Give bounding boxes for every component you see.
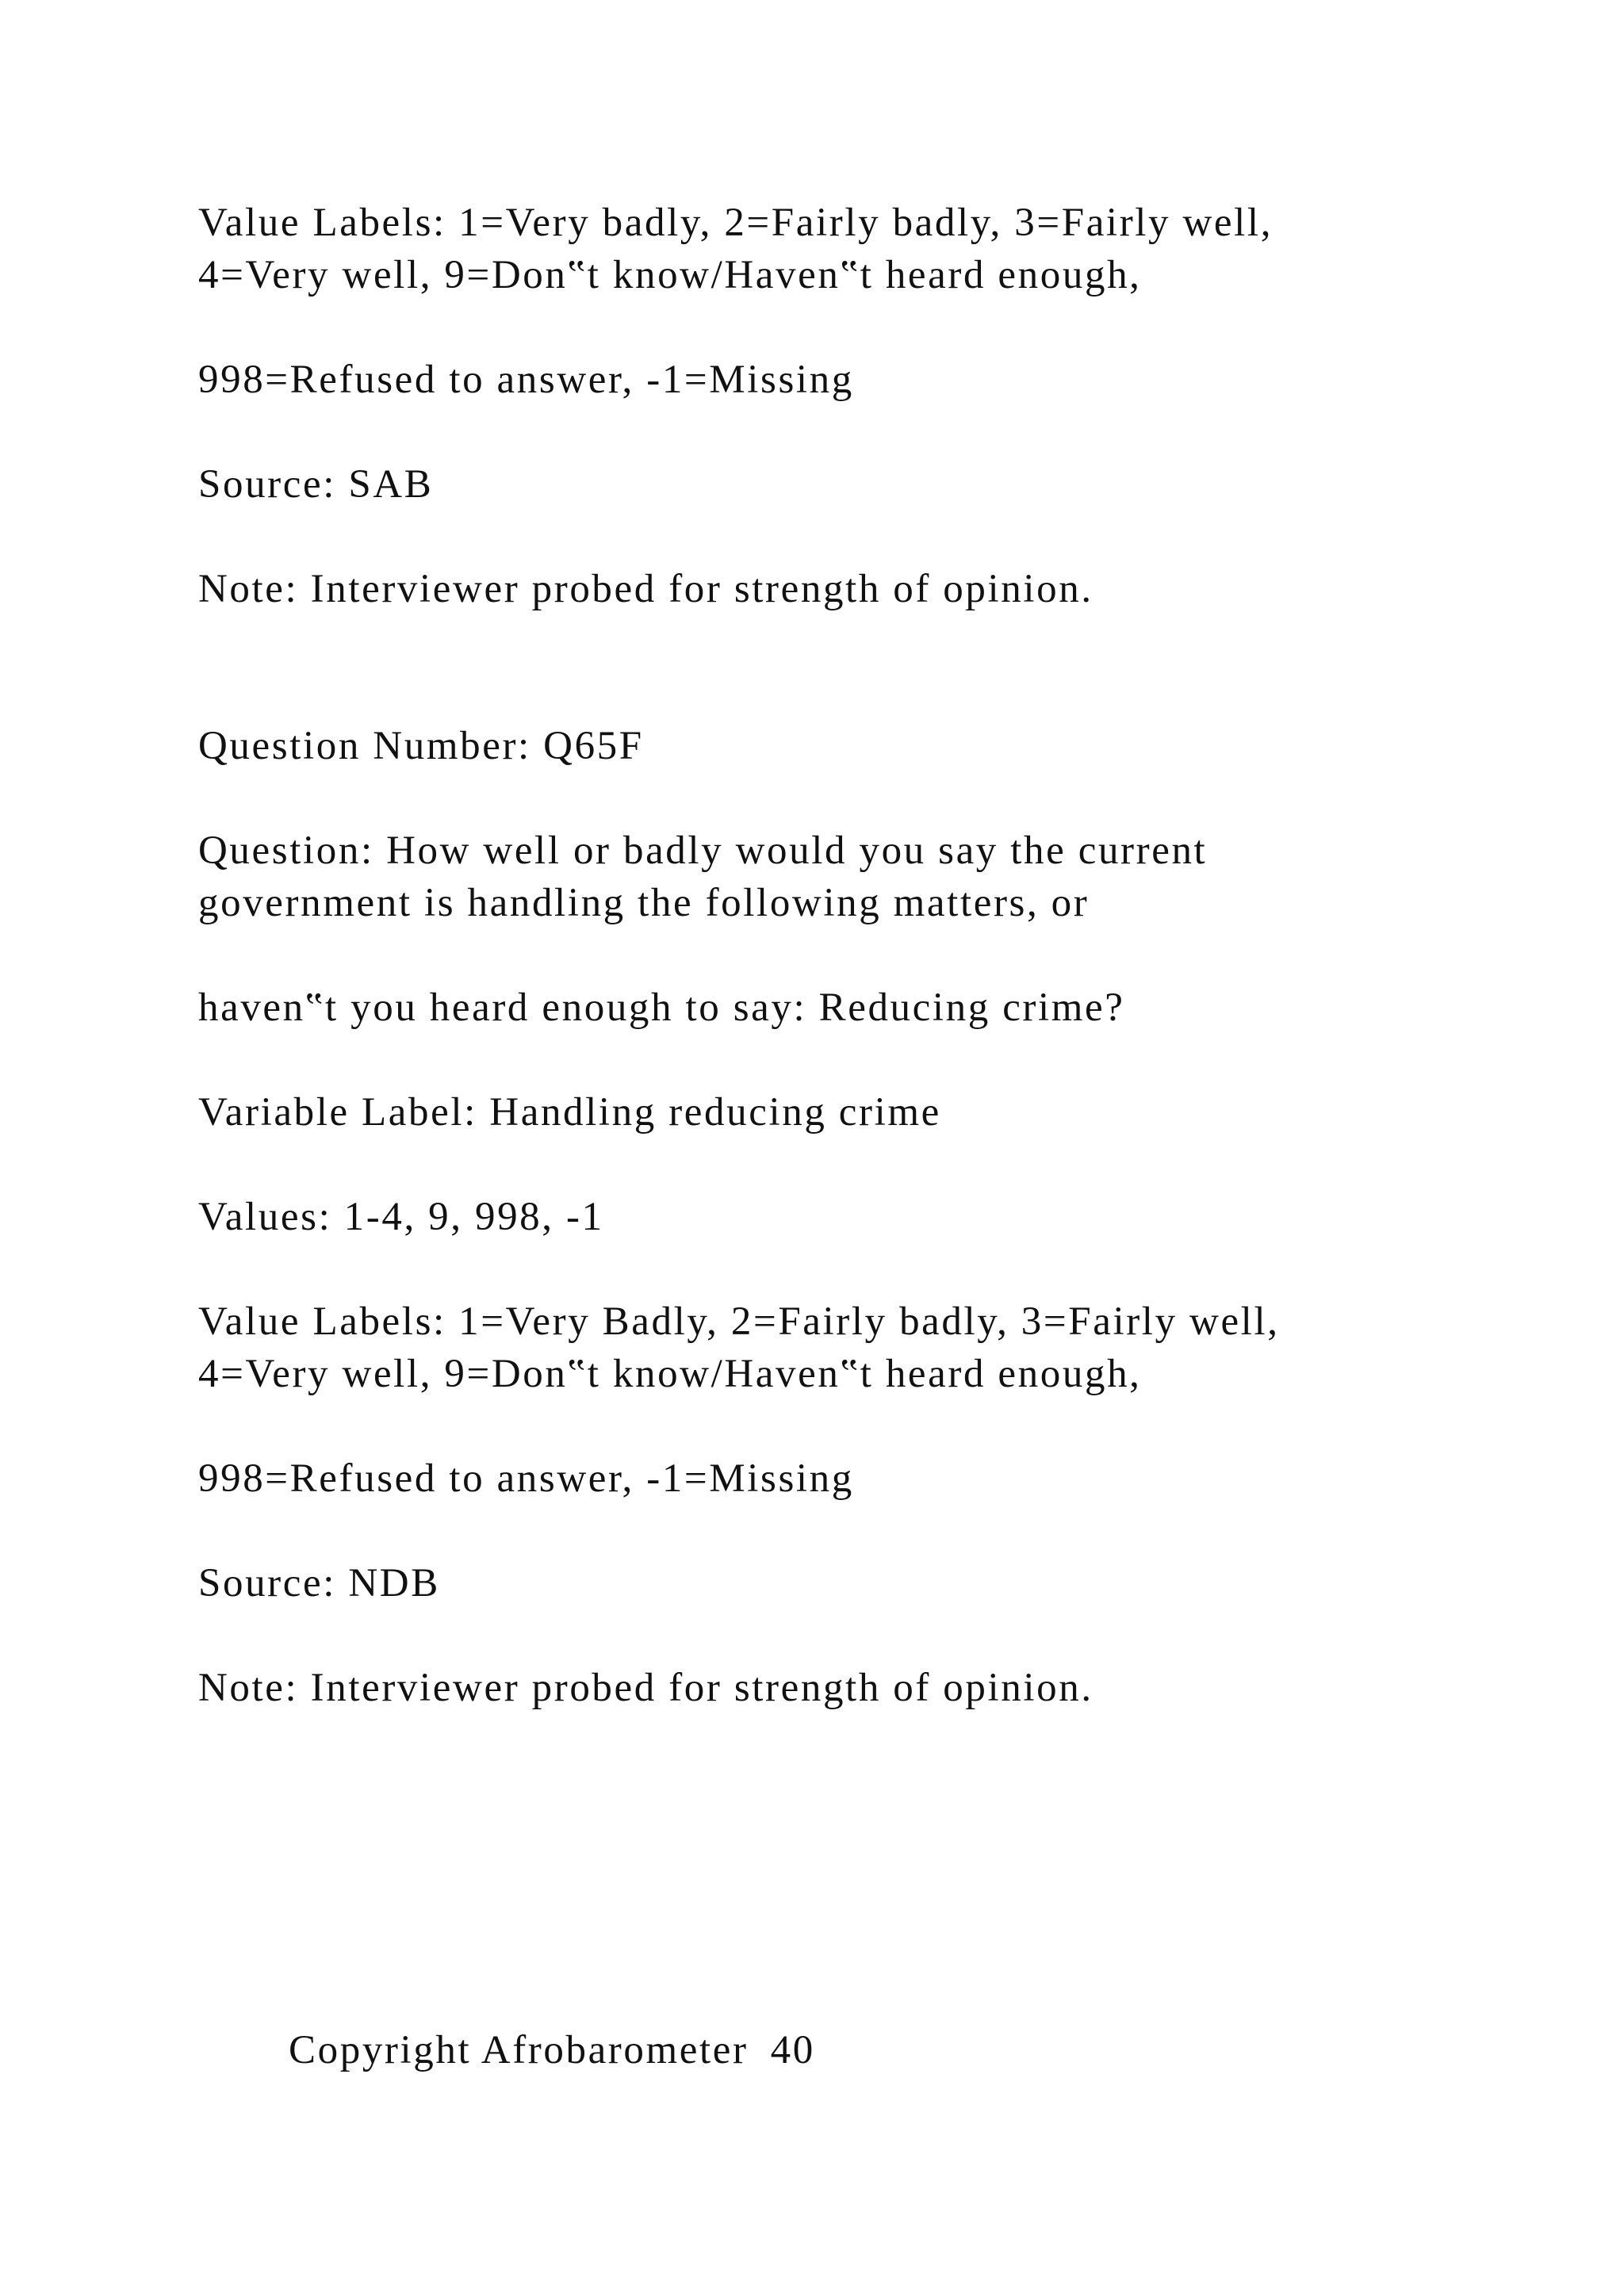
source-line: Source: NDB — [198, 1561, 440, 1605]
page-number: 40 — [770, 2028, 815, 2072]
note-line: Note: Interviewer probed for strength of opinion. — [198, 1666, 1094, 1710]
value-labels-line-1: Value Labels: 1=Very Badly, 2=Fairly badly, 3=Fairly well, — [198, 1299, 1280, 1344]
source-line: Source: SAB — [198, 462, 434, 507]
value-labels-line-2: 4=Very well, 9=Don‟t know/Haven‟t heard enough, — [198, 253, 1142, 297]
question-line-2: government is handling the following matters, or — [198, 881, 1090, 925]
copyright-text: Copyright Afrobarometer — [289, 2028, 749, 2072]
note-line: Note: Interviewer probed for strength of opinion. — [198, 567, 1094, 611]
values-line: Values: 1-4, 9, 998, -1 — [198, 1195, 604, 1239]
value-labels-line-2: 4=Very well, 9=Don‟t know/Haven‟t heard enough, — [198, 1352, 1142, 1396]
page-footer — [289, 2024, 815, 2076]
value-labels-line-1: Value Labels: 1=Very badly, 2=Fairly badly, 3=Fairly well, — [198, 201, 1274, 245]
question-line-1: Question: How well or badly would you say the current — [198, 828, 1208, 873]
question-line-3: haven‟t you heard enough to say: Reducing crime? — [198, 985, 1125, 1030]
value-labels-line-3: 998=Refused to answer, -1=Missing — [198, 1456, 854, 1501]
value-labels-line-3: 998=Refused to answer, -1=Missing — [198, 358, 854, 402]
question-number: Question Number: Q65F — [198, 724, 644, 768]
variable-label: Variable Label: Handling reducing crime — [198, 1090, 941, 1135]
